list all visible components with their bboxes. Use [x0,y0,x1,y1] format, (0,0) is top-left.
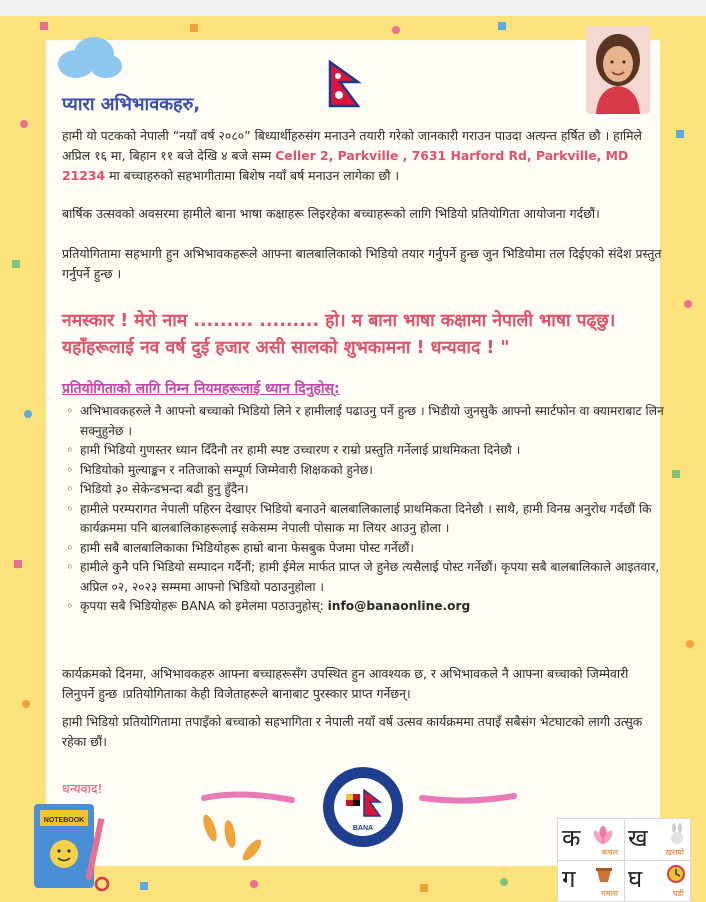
pink-brush-stroke [418,790,518,810]
confetti [20,120,28,128]
event-address: Celler 2, Parkville , 7631 Harford Rd, Parkville, MD 21234 [62,148,629,183]
rule-item-email [80,597,690,617]
contest-paragraph: बार्षिक उत्सवको अवसरमा हामीले बाना भाषा कक्षाहरू लिइरहेका बच्चाहरूको लागि भिडियो प्रतियोगिता आयोजना गर्दछौं। [62,206,600,221]
instructions-paragraph: प्रतियोगितामा सहभागी हुन अभिभावकहरूले आफ्ना बालबालिकाको भिडियो तयार गर्नुपर्ने हुन्छ जुन भिडियोमा तल दिईएको संदेश प्रस्तुत गर्नुपर्ने हुन्छ । [62,246,662,281]
confetti [24,410,32,418]
lotus-icon [592,823,614,845]
confetti [686,640,694,648]
confetti [392,26,400,34]
notebook-label: NOTEBOOK [43,817,85,824]
alphabet-word: कमल [601,848,618,857]
confetti [500,878,508,886]
rules-list [62,402,690,617]
rabbit-icon [668,823,686,845]
confetti [498,22,506,30]
rule-item: ◦ हामी भिडियो गुणस्तर ध्यान दिँदैनौ तर हामी स्पष्ट उच्चारण र राम्रो प्रस्तुति गर्नेलाई प्राथमिकता दिनेछौ । [80,441,690,461]
logo-label: BANA [352,825,374,832]
confetti [684,300,692,308]
alphabet-cell [558,819,625,861]
closing-paragraph: हामी भिडियो प्रतियोगितामा तपाइँको बच्चाको सहभागिता र नेपाली नयाँ वर्ष उत्सव कार्यक्रममा तपाइँ सबैसंग भेटघाटको लागी उत्सुक रहेका छौं। [62,714,643,749]
rule-item: ◦ भिडियो ३० सेकेन्डभन्दा बढी हुनु हुँदैन। [80,480,690,500]
flower-pot-icon [594,864,614,884]
rules-title: प्रतियोगिताको लागि निम्न नियमहरूलाई ध्यान दिनुहोस्: [62,381,340,397]
thanks-text: धन्यवाद! [62,781,103,796]
rule-item: ◦ हामी सबै बालबालिकाका भिडियोहरू हाम्रो बाना फेसबुक पेजमा पोस्ट गर्नेछौं। [80,539,690,559]
pink-brush-stroke [200,788,296,808]
intro-paragraph [62,126,662,186]
nepal-flag-icon [328,60,362,110]
alphabet-cell [624,860,690,901]
rule-item: ◦ हामीले परम्परागत नेपाली पहिरन देखाएर भिडियो बनाउने बालबालिकालाई प्राथमिकता दिनेछौ । साथै, हामी विनम्र अनुरोध गर्दछौं कि कार्यक्रममा पनि बालबालिकाहरूलाई सकेसम्म नेपाली पोसाक मा लियर आउनु होला । [80,500,690,539]
clock-icon [666,864,686,884]
confetti [14,560,22,568]
notebook-icon [26,798,112,896]
rule-item: ◦ भिडियोको मुल्याङ्कन र नतिजाको सम्पूर्ण जिम्मेवारी शिक्षकको हुनेछ। [80,461,690,481]
alphabet-word: खरायो [665,848,684,857]
rule-item: ◦ अभिभावकहरुले नै आफ्नो बच्चाको भिडियो लिने र हामीलाई पढाउनु पर्ने हुन्छ । भिडीयो जुनसुकै आफ्नो स्मार्टफोन वा क्यामराबाट लिन सक्नुहुनेछ । [80,402,690,441]
confetti [22,700,30,708]
cloud-icon [54,34,124,82]
alphabet-cell [558,860,625,901]
confetti [40,22,48,30]
confetti [140,882,148,890]
alphabet-word: घडी [672,889,684,898]
confetti [190,24,198,32]
alphabet-cell [624,819,690,861]
confetti [676,130,684,138]
confetti [12,260,20,268]
bana-logo [322,766,404,848]
alphabet-letter: घ [628,865,643,893]
child-photo [586,26,650,114]
rule-item: ◦ हामीले कुनै पनि भिडियो सम्पादन गर्दैनौं; हामी ईमेल मार्फत प्राप्त जे हुनेछ त्यसैलाई पोस्ट गर्नेछौं। कृपया सबै बालबालिकाले आइतवार, अप्रिल ०२, २०२३ सम्ममा आफ्नो भिडियो पठाउनुहोला । [80,558,690,597]
intro-text-end: मा बच्चाहरुको सहभागीतामा बिशेष नयाँ बर्ष मनाउन लागेका छौ । [109,168,400,183]
confetti [250,880,258,888]
intro-text: हामी यो पटकको नेपाली “नयाँ वर्ष २०८०” बिध्यार्थीहरुसंग मनाउने तयारी गरेको जानकारी गराउन पाउदा अत्यन्त हर्षित छौ । हामिले अप्रिल १६ मा, बिहान ११ बजे देखि ४ बजे सम्म [62,128,642,163]
alphabet-letter: ख [628,824,648,852]
event-day-paragraph: कार्यक्रमको दिनमा, अभिभावकहरु आफ्ना बच्चाहरूसँग उपस्थित हुन आवश्यक छ, र अभिभावकले नै आफ्ना बच्चाको जिम्मेवारी लिनुपर्ने हुन्छ ।प्रतियोगिताका केही विजेताहरूले बानाबाट पुरस्कार प्राप्त गर्नेछन्। [62,666,629,701]
top-strip [0,0,706,16]
alphabet-letter: क [562,824,581,852]
email-instruction: कृपया सबै भिडियोहरू BANA को इमेलमा पठाउनुहोस्: [80,599,324,613]
alphabet-letter: ग [562,865,576,893]
alphabet-chart [557,818,691,902]
alphabet-word: गमला [601,889,618,898]
greeting: प्यारा अभिभावकहरु, [62,94,201,115]
email-link[interactable]: info@banaonline.org [327,599,471,613]
video-script: नमस्कार ! मेरो नाम ......... ......... हो। म बाना भाषा कक्षामा नेपाली भाषा पढ्छु। यहाँहरूलाई नव वर्ष दुई हजार असी सालको शुभकामना ! धन्यवाद ! " [62,311,616,358]
confetti [420,884,428,892]
orange-petals-icon [198,808,268,868]
